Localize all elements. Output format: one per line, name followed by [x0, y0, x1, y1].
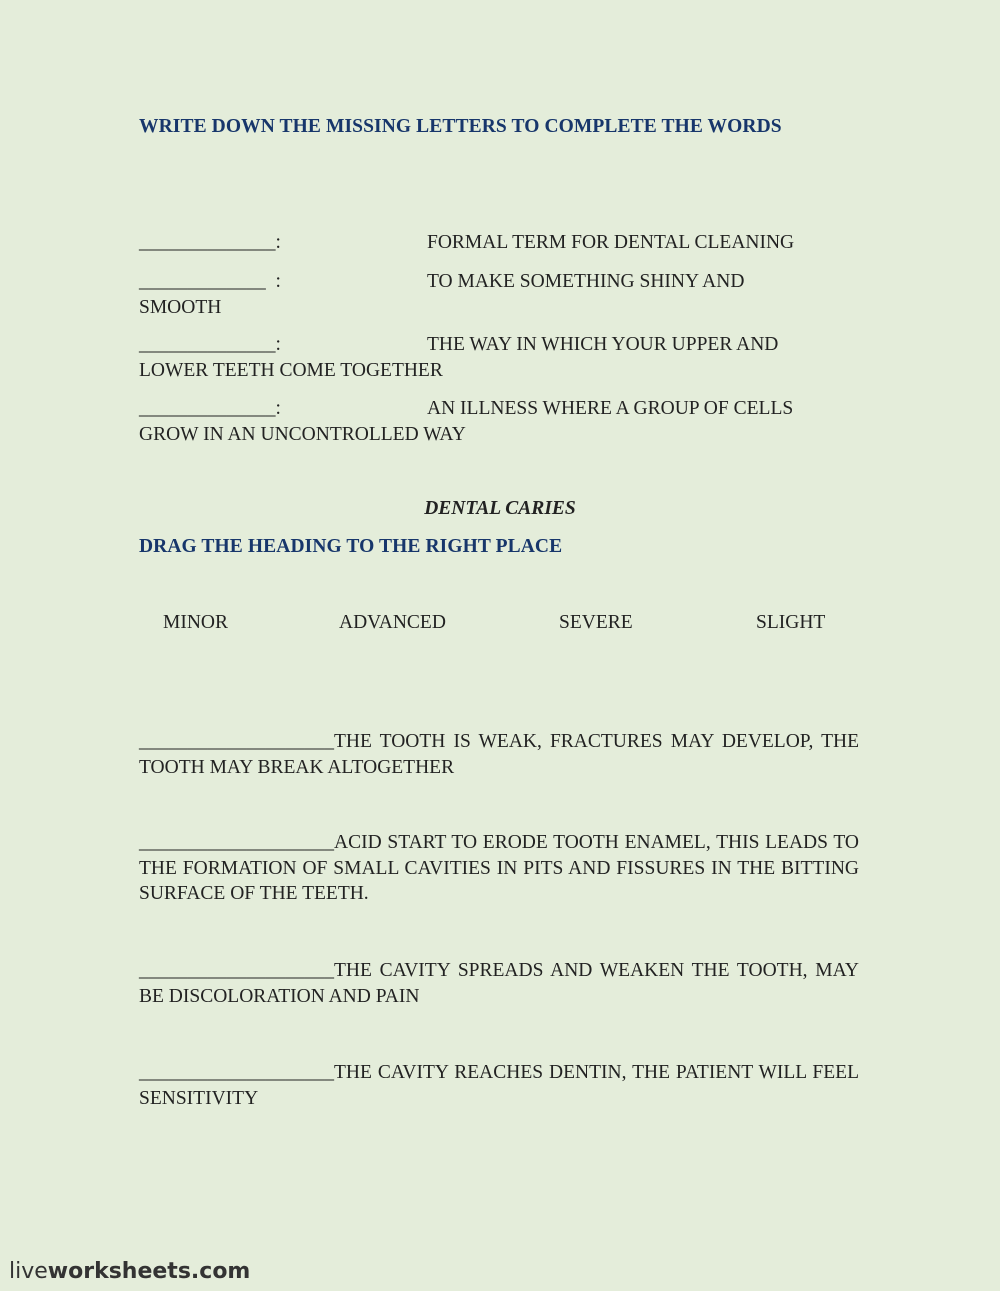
- drag-option-slight[interactable]: SLIGHT: [756, 612, 826, 633]
- drag-instructions: DRAG THE HEADING TO THE RIGHT PLACE: [139, 536, 563, 557]
- answer-blank[interactable]: _____________ :: [139, 271, 281, 292]
- section-title: DENTAL CARIES: [424, 498, 576, 519]
- stage-description: ACID START TO ERODE TOOTH ENAMEL, THIS LEADS TO THE FORMATION OF SMALL CAVITIES IN PITS AND FISSURES IN THE BITTING SURFACE OF THE TEETH.: [139, 832, 859, 904]
- instructions-title: WRITE DOWN THE MISSING LETTERS TO COMPLETE THE WORDS: [139, 116, 782, 137]
- drop-target-blank[interactable]: ____________________: [139, 832, 334, 853]
- brand-logo[interactable]: [9, 1259, 250, 1284]
- definition-row: [139, 396, 859, 447]
- definition-continuation: LOWER TEETH COME TOGETHER: [139, 359, 443, 381]
- drag-options: [0, 612, 1000, 642]
- drag-option-advanced[interactable]: ADVANCED: [339, 612, 446, 633]
- drop-target-blank[interactable]: ____________________: [139, 731, 334, 752]
- definition-text: FORMAL TERM FOR DENTAL CLEANING: [427, 232, 795, 253]
- brand-logo-suffix: .com: [190, 1259, 251, 1284]
- definition-row: [139, 269, 859, 320]
- answer-blank[interactable]: ______________:: [139, 232, 281, 253]
- brand-logo-worksheets: worksheets: [47, 1259, 191, 1284]
- brand-logo-live: live: [9, 1259, 48, 1284]
- definition-text: THE WAY IN WHICH YOUR UPPER AND: [427, 334, 779, 355]
- stage-description: THE TOOTH IS WEAK, FRACTURES MAY DEVELOP, THE TOOTH MAY BREAK ALTOGETHER: [139, 731, 859, 778]
- stage-description: THE CAVITY REACHES DENTIN, THE PATIENT WILL FEEL SENSITIVITY: [139, 1062, 859, 1109]
- definition-row: [139, 332, 859, 383]
- drag-option-severe[interactable]: SEVERE: [559, 612, 633, 633]
- definition-row: [139, 230, 859, 256]
- stage-row: [139, 1060, 859, 1111]
- drag-option-minor[interactable]: MINOR: [163, 612, 229, 633]
- stage-description: THE CAVITY SPREADS AND WEAKEN THE TOOTH, MAY BE DISCOLORATION AND PAIN: [139, 960, 859, 1007]
- definition-continuation: GROW IN AN UNCONTROLLED WAY: [139, 423, 466, 445]
- answer-blank[interactable]: ______________:: [139, 398, 281, 419]
- definition-text: AN ILLNESS WHERE A GROUP OF CELLS: [427, 398, 794, 419]
- drop-target-blank[interactable]: ____________________: [139, 960, 334, 981]
- drop-target-blank[interactable]: ____________________: [139, 1062, 334, 1083]
- definition-text: TO MAKE SOMETHING SHINY AND: [427, 271, 745, 292]
- definition-continuation: SMOOTH: [139, 296, 222, 318]
- stage-row: [139, 958, 859, 1009]
- stage-row: [139, 729, 859, 780]
- answer-blank[interactable]: ______________:: [139, 334, 281, 355]
- stage-row: [139, 830, 859, 907]
